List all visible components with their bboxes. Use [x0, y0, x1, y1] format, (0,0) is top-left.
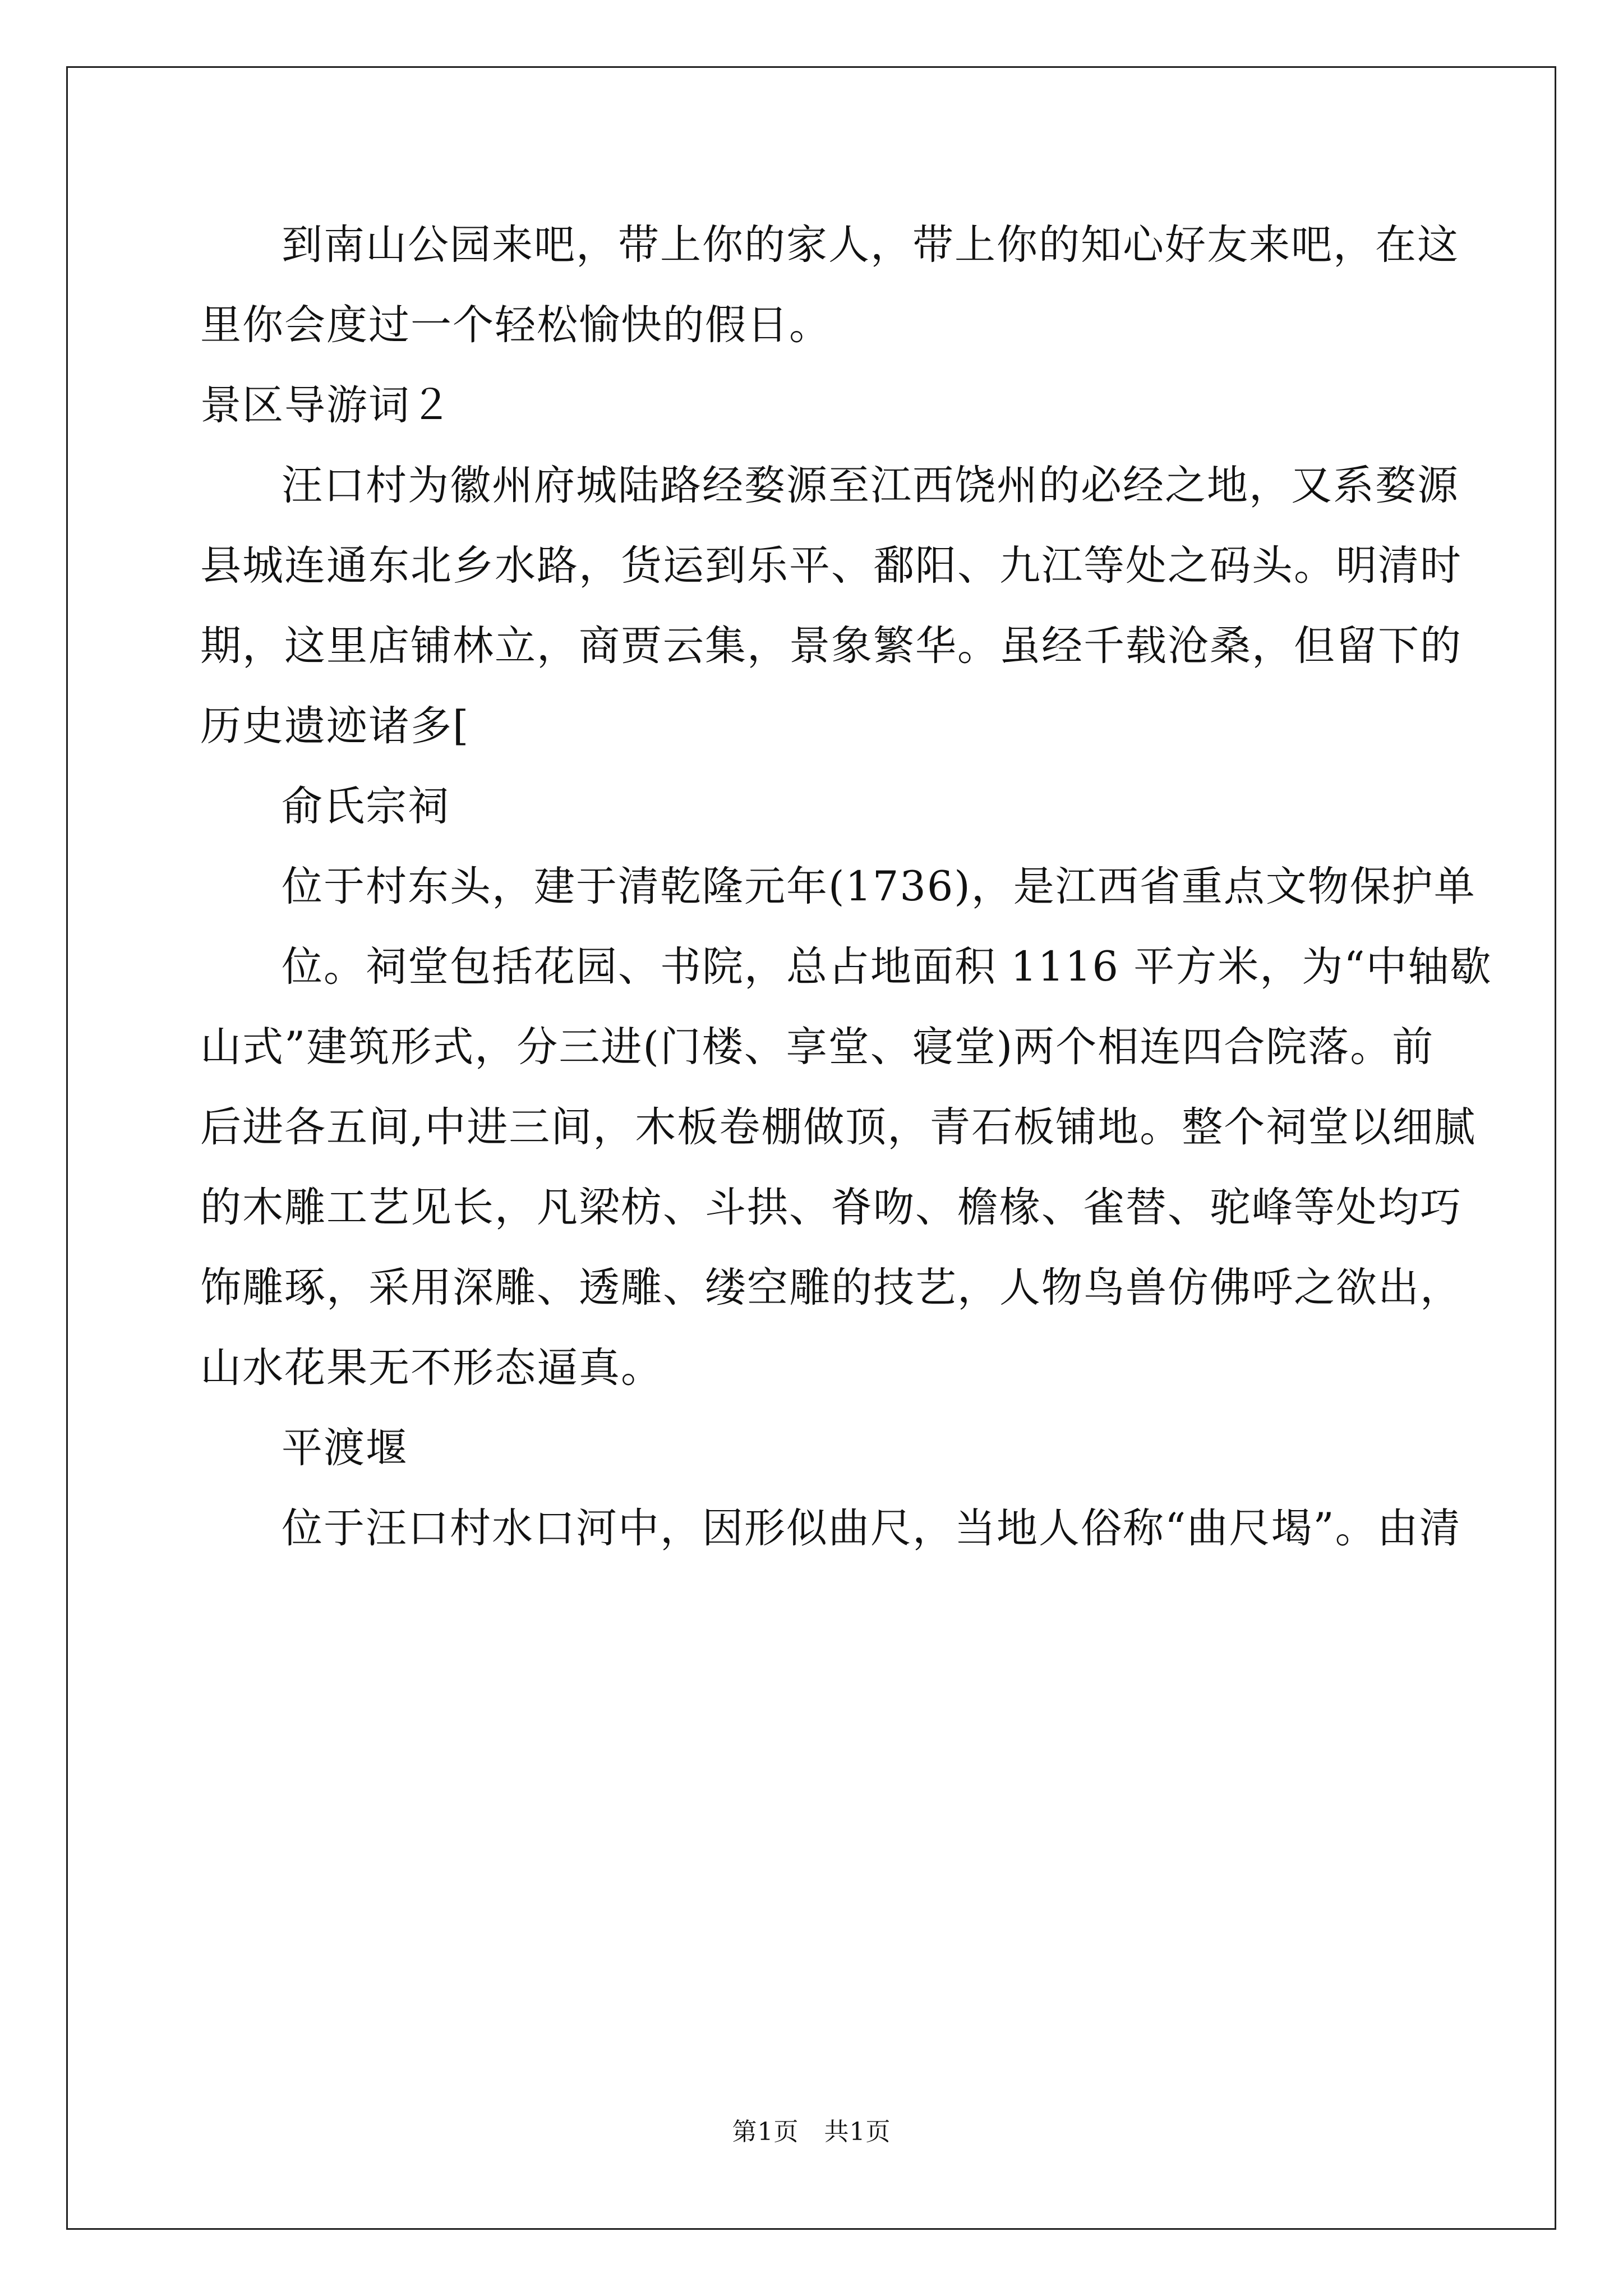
paragraph-5-line-1: 位于汪口村水口河中，因形似曲尺，当地人俗称“曲尺堨”。由清 — [282, 1504, 1461, 1552]
paragraph-4-line-6: 山水花果无不形态逼真。 — [200, 1344, 663, 1392]
paragraph-1-line-2: 里你会度过一个轻松愉快的假日。 — [200, 301, 831, 349]
subheading-ancestral-hall: 俞氏宗祠 — [282, 783, 450, 830]
paragraph-2-line-2: 县城连通东北乡水路，货运到乐平、鄱阳、九江等处之码头。明清时 — [200, 542, 1462, 590]
paragraph-4-line-4: 的木雕工艺见长，凡梁枋、斗拱、脊吻、檐椽、雀替、驼峰等处均巧 — [200, 1184, 1462, 1231]
subheading-weir: 平渡堰 — [282, 1424, 408, 1472]
page-number-footer: 第1页 共1页 — [732, 2118, 891, 2146]
paragraph-4-line-2: 山式”建筑形式，分三进(门楼、享堂、寝堂)两个相连四合院落。前 — [200, 1023, 1435, 1071]
paragraph-4-line-5: 饰雕琢，采用深雕、透雕、缕空雕的技艺，人物鸟兽仿佛呼之欲出， — [200, 1264, 1462, 1312]
paragraph-2-line-3: 期，这里店铺林立，商贾云集，景象繁华。虽经千载沧桑，但留下的 — [200, 622, 1462, 670]
paragraph-3-line-1: 位于村东头，建于清乾隆元年(1736)，是江西省重点文物保护单 — [282, 863, 1476, 910]
paragraph-2-line-1: 汪口村为徽州府城陆路经婺源至江西饶州的必经之地，又系婺源 — [282, 462, 1459, 509]
paragraph-4-line-3: 后进各五间,中进三间，木板卷棚做顶，青石板铺地。整个祠堂以细腻 — [200, 1103, 1477, 1151]
paragraph-2-line-4: 历史遗迹诸多[ — [200, 702, 470, 750]
paragraph-1-line-1: 到南山公园来吧，带上你的家人，带上你的知心好友来吧，在这 — [282, 221, 1459, 269]
paragraph-4-line-1: 位。祠堂包括花园、书院，总占地面积 1116 平方米，为“中轴歇 — [282, 943, 1492, 991]
section-heading: 景区导游词２ — [200, 381, 453, 429]
